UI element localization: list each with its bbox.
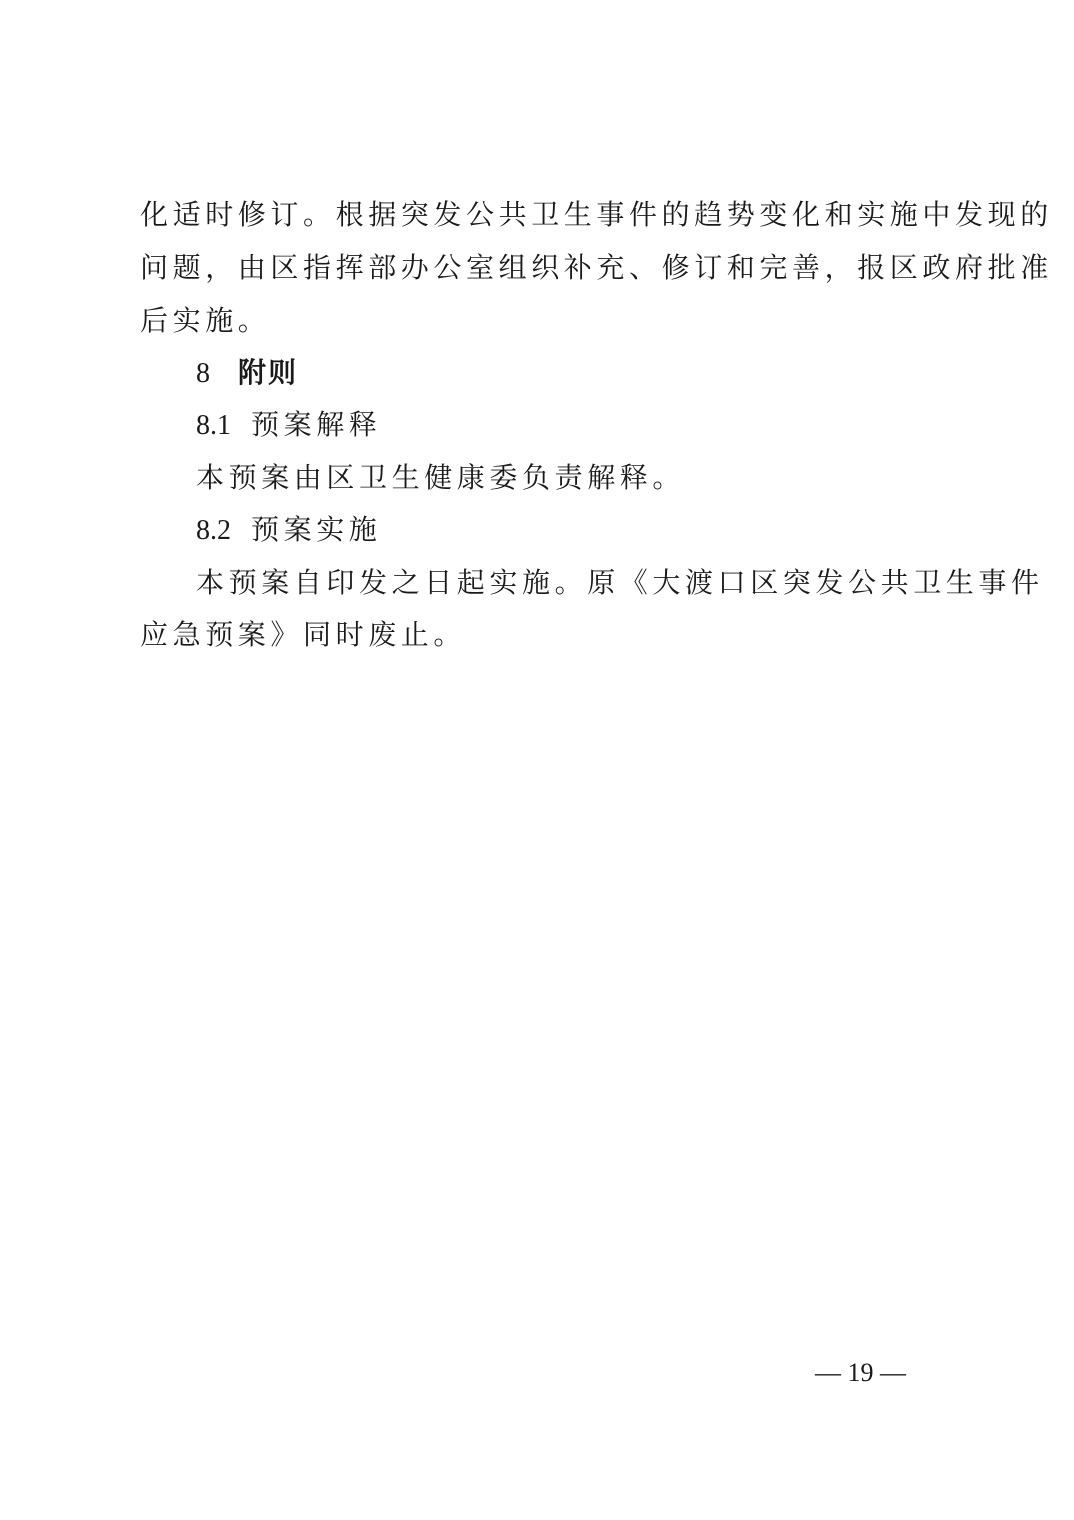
section-8-2-text-line-2: 应急预案》同时废止。 — [140, 618, 467, 651]
section-8-2-title: 预案实施 — [251, 513, 382, 546]
section-8-2-heading — [196, 510, 996, 551]
page-number: — 19 — — [815, 1358, 906, 1387]
section-8-1-number: 8.1 — [196, 410, 231, 441]
paragraph-line-3: 后实施。 — [140, 304, 271, 337]
section-8-1-heading — [196, 405, 996, 446]
section-8-1-title: 预案解释 — [251, 408, 382, 441]
section-8-heading — [196, 353, 996, 394]
section-8-2-number: 8.2 — [196, 515, 231, 546]
section-8-1-text: 本预案由区卫生健康委负责解释。 — [196, 461, 686, 494]
section-8-title: 附则 — [238, 356, 299, 389]
paragraph-line-2: 问题，由区指挥部办公室组织补充、修订和完善，报区政府批准 — [140, 251, 1053, 284]
section-8-2-text-line-1: 本预案自印发之日起实施。原《大渡口区突发公共卫生事件 — [196, 566, 1044, 599]
section-8-number: 8 — [196, 358, 210, 389]
paragraph-line-1: 化适时修订。根据突发公共卫生事件的趋势变化和实施中发现的 — [140, 198, 1053, 231]
